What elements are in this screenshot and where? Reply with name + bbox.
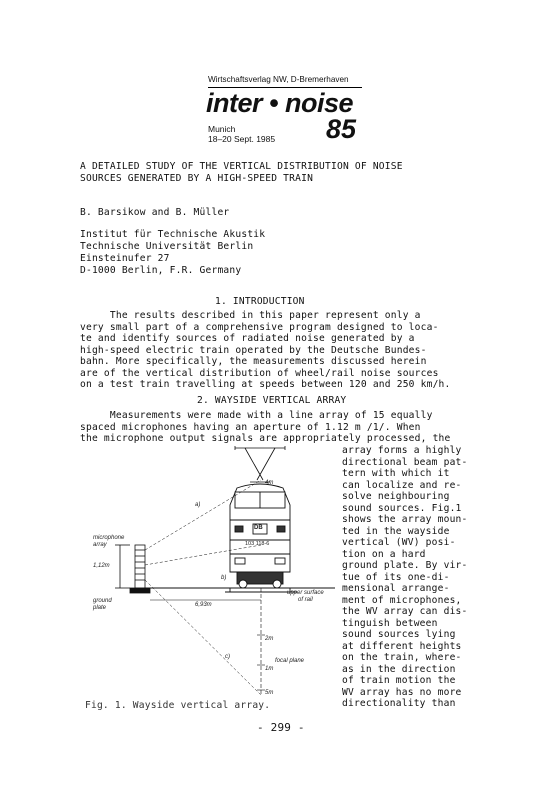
affiliation-line: Technische Universität Berlin <box>80 241 254 252</box>
text-line: vertical (WV) posi- <box>342 537 456 548</box>
text-line: directional beam pat- <box>342 456 468 468</box>
label-distance: 6,93m <box>195 602 212 608</box>
authors: B. Barsikow and B. Müller <box>80 207 230 218</box>
conference-dates: 18–20 Sept. 1985 <box>208 134 276 144</box>
label-ground-plate: ground plate <box>93 598 112 611</box>
section-heading: 2. WAYSIDE VERTICAL ARRAY <box>197 395 347 406</box>
affiliation-line: Einsteinufer 27 <box>80 253 170 264</box>
label-db: DB <box>254 525 263 531</box>
text-line: ground plate. By vir- <box>342 560 468 571</box>
affiliation-line: Institut für Technische Akustik <box>80 229 266 240</box>
pantograph <box>235 446 285 482</box>
text-line: sound sources lying <box>342 629 456 640</box>
text-line: array forms a highly <box>342 445 462 456</box>
text-line: tern with which it <box>342 468 450 479</box>
text-line: te and identify sources of radiated noise generated by a <box>80 333 415 344</box>
text-line: at different heights <box>342 640 462 652</box>
paper-title-line-2: SOURCES GENERATED BY A HIGH-SPEED TRAIN <box>80 173 314 184</box>
text-line: ment of microphones, <box>342 594 462 606</box>
text-line: bahn. More specifically, the measurements discussed herein <box>80 356 427 367</box>
section-heading: 1. INTRODUCTION <box>215 296 305 307</box>
label-5m: 5m <box>265 690 274 696</box>
text-line: directionality than <box>342 698 456 709</box>
text-line: the microphone output signals are appropriately processed, the <box>80 433 451 444</box>
text-line: tion on a hard <box>342 548 426 560</box>
text-line: WV array has no more <box>342 686 462 698</box>
text-line: can localize and re- <box>342 479 462 491</box>
label-array-height: 1,12m <box>93 563 110 569</box>
text-line: tue of its one-di- <box>342 571 450 583</box>
label-focal-plane: focal plane <box>275 658 305 664</box>
text-line: spaced microphones having an aperture of 1.12 m /1/. When <box>80 421 421 433</box>
locomotive <box>230 484 290 588</box>
label-2m: 2m <box>265 636 274 642</box>
conference-year: 85 <box>326 114 357 144</box>
label-c: c) <box>225 654 230 660</box>
label-upper-surface: upper surface of rail <box>287 590 324 603</box>
section1-body <box>80 310 451 391</box>
text-line: on the train, where- <box>342 652 462 663</box>
text-line: sound sources. Fig.1 <box>342 502 462 514</box>
text-line: shows the array moun- <box>342 514 468 525</box>
label-b: b) <box>221 575 227 581</box>
text-line: mensional arrange- <box>342 583 450 594</box>
microphone-array <box>115 545 150 593</box>
text-line: on a test train travelling at speeds between 120 and 250 km/h. <box>80 379 451 390</box>
text-line: of train motion the <box>342 675 456 686</box>
text-line: high-speed electric train operated by the Deutsche Bundes- <box>80 344 427 356</box>
text-line: the WV array can dis- <box>342 606 468 617</box>
figure-caption: Fig. 1. Wayside vertical array. <box>85 700 271 711</box>
conference-logo: inter • noise <box>206 88 353 118</box>
conference-city: Munich <box>208 124 236 134</box>
text-line: Measurements were made with a line array of 15 equally <box>80 410 433 421</box>
label-a: a) <box>195 502 201 508</box>
figure-1 <box>85 440 340 700</box>
text-line: The results described in this paper represent only a <box>80 310 421 321</box>
text-line: are of the vertical distribution of wheel/rail noise sources <box>80 367 439 379</box>
section2-column <box>342 445 468 710</box>
paper-title-line-1: A DETAILED STUDY OF THE VERTICAL DISTRIBUTION OF NOISE <box>80 161 403 172</box>
label-1m: 1m <box>265 666 274 672</box>
label-loco-number: 103 118-6 <box>245 541 270 547</box>
text-line: solve neighbouring <box>342 491 450 502</box>
label-microphone-array: microphone array <box>93 535 125 548</box>
publisher-line: Wirtschaftsverlag NW, D-Bremerhaven <box>208 75 349 84</box>
affiliation-line: D-1000 Berlin, F.R. Germany <box>80 265 242 276</box>
label-4m: 4m <box>265 480 274 486</box>
text-line: as in the direction <box>342 663 456 675</box>
text-line: ted in the wayside <box>342 525 450 537</box>
text-line: very small part of a comprehensive program designed to loca- <box>80 321 439 333</box>
page-number: - 299 - <box>257 721 305 734</box>
text-line: tinguish between <box>342 617 438 629</box>
